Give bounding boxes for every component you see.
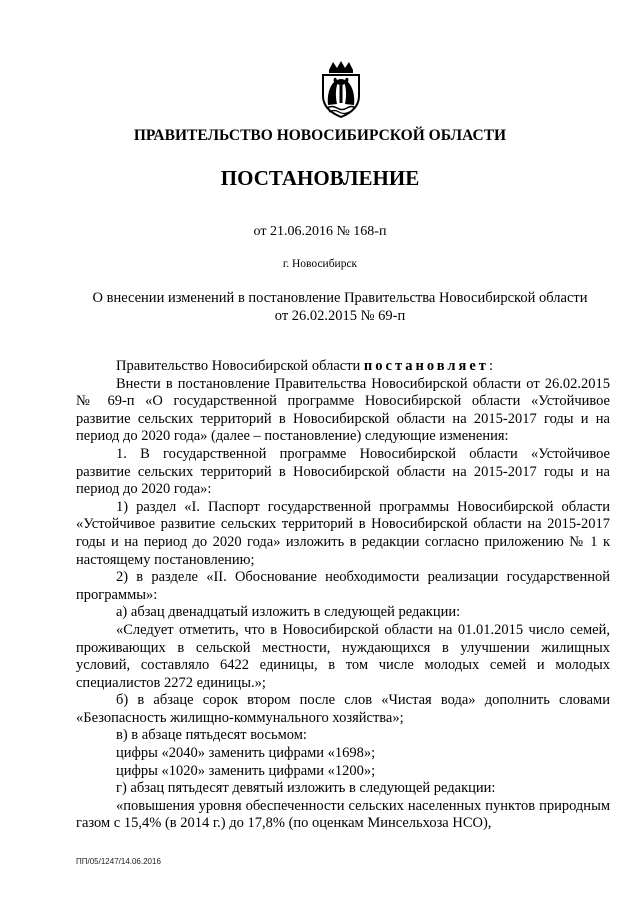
organization-title: ПРАВИТЕЛЬСТВО НОВОСИБИРСКОЙ ОБЛАСТИ bbox=[133, 127, 507, 144]
document-type: ПОСТАНОВЛЕНИЕ bbox=[220, 166, 420, 190]
document-date-number: от 21.06.2016 № 168-п bbox=[253, 224, 387, 239]
document-subject bbox=[70, 289, 610, 325]
footer-code: ПП/05/1247/14.06.2016 bbox=[76, 857, 161, 866]
paragraph-4: 2) в разделе «II. Обоснование необходимости реализации государственной программы»: bbox=[76, 569, 610, 603]
paragraph-10: цифры «1020» заменить цифрами «1200»; bbox=[116, 762, 376, 779]
paragraph-9: цифры «2040» заменить цифрами «1698»; bbox=[116, 745, 376, 762]
subject-line-2: от 26.02.2015 № 69-п bbox=[274, 308, 406, 324]
paragraph-1: Внести в постановление Правительства Новосибирской области от 26.02.2015 № 69-п «О государственной программе Новосибирской области «Устойчивое развитие сельских территорий в Новосибирской области на 2015-2017 годы и на период до 2020 года» (далее – постановление) следующие изменения: bbox=[76, 375, 610, 445]
preamble-verb: постановляет bbox=[363, 358, 489, 374]
coat-of-arms-icon bbox=[315, 60, 367, 118]
paragraph-2: 1. В государственной программе Новосибирской области «Устойчивое развитие сельских территорий в Новосибирской области на 2015-2017 годы и на период до 2020 года»: bbox=[76, 445, 610, 498]
paragraph-3: 1) раздел «I. Паспорт государственной программы Новосибирской области «Устойчивое развитие сельских территорий в Новосибирской области на 2015-2017 годы и на период до 2020 года» изложить в редакции согласно приложению № 1 к настоящему постановлению; bbox=[76, 498, 610, 568]
paragraph-12: «повышения уровня обеспеченности сельских населенных пунктов природным газом с 15,4% (в 2014 г.) до 17,8% (по оценкам Минсельхоза НСО), bbox=[76, 797, 610, 832]
document-body bbox=[76, 358, 610, 833]
paragraph-6: «Следует отметить, что в Новосибирской области на 01.01.2015 число семей, проживающих в сельской местности, нуждающихся в улучшении жилищных условий, составляло 6422 единицы, в том числе молодых семей и молодых специалистов 2272 единицы.»; bbox=[76, 621, 610, 691]
paragraph-5: а) абзац двенадцатый изложить в следующей редакции: bbox=[116, 604, 461, 621]
subject-line-1: О внесении изменений в постановление Правительства Новосибирской области bbox=[92, 290, 588, 306]
document-city: г. Новосибирск bbox=[282, 258, 358, 270]
preamble bbox=[76, 358, 610, 376]
preamble-end: : bbox=[488, 358, 493, 374]
paragraph-8: в) в абзаце пятьдесят восьмом: bbox=[116, 727, 307, 744]
paragraph-11: г) абзац пятьдесят девятый изложить в следующей редакции: bbox=[116, 780, 496, 797]
preamble-start: Правительство Новосибирской области bbox=[116, 358, 364, 374]
paragraph-7: б) в абзаце сорок втором после слов «Чистая вода» дополнить словами «Безопасность жилищно-коммунального хозяйства»; bbox=[76, 692, 610, 726]
